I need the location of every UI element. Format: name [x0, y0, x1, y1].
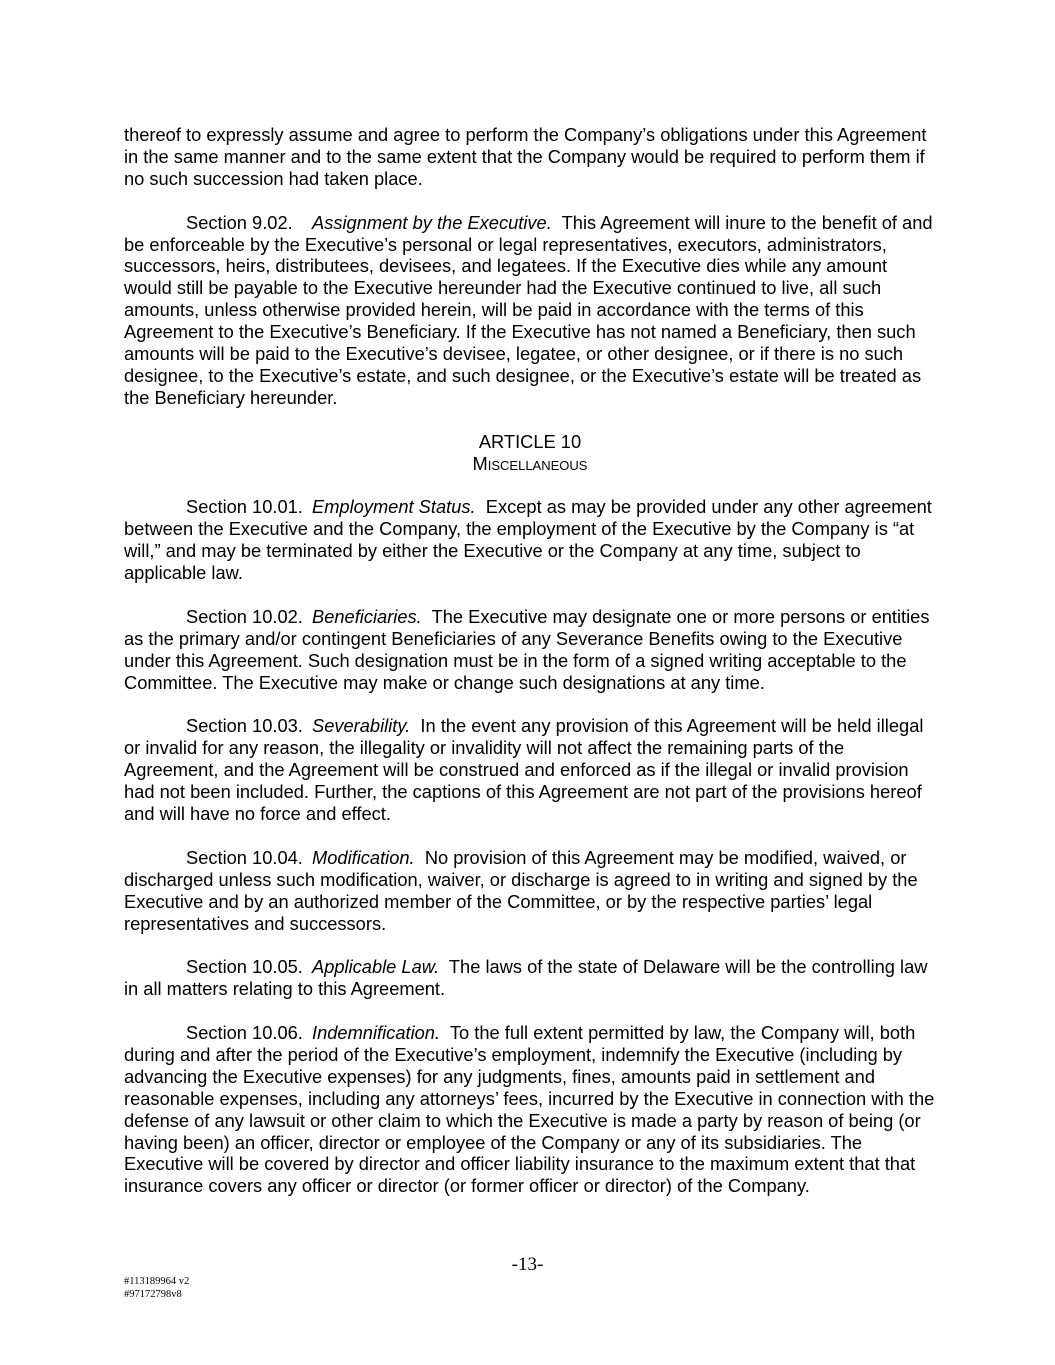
document-id-secondary: #97172798v8 [124, 1289, 182, 1300]
section-number: Section 10.04. [186, 846, 303, 868]
section-title: Beneficiaries. [312, 605, 422, 627]
document-body [124, 124, 936, 1219]
section-title: Applicable Law. [312, 956, 440, 978]
section-title: Employment Status. [312, 496, 476, 518]
section-10-02-paragraph [124, 606, 936, 694]
section-10-04-paragraph [124, 847, 936, 935]
section-10-03-paragraph [124, 715, 936, 825]
section-number: Section 10.03. [186, 715, 303, 737]
section-title: Indemnification. [312, 1022, 441, 1044]
section-title: Modification. [312, 846, 415, 868]
section-body: This Agreement will inure to the benefit of and be enforceable by the Executive’s personal or legal representatives, executors, administrators, successors, heirs, distributees, devisees, and legatees. If the Executive dies while any amount would still be payable to the Executive hereunder had the Executive continued to live, all such amounts, unless otherwise provided herein, will be paid in accordance with the terms of this Agreement to the Executive’s Beneficiary. If the Executive has not named a Beneficiary, then such amounts will be paid to the Executive’s devisee, legatee, or other designee, or if there is no such designee, to the Executive’s estate, and such designee, or the Executive’s estate will be treated as the Beneficiary hereunder. [124, 211, 933, 408]
section-number: Section 10.05. [186, 956, 303, 978]
document-id: #113189964 v2 [124, 1276, 190, 1287]
section-10-05-paragraph [124, 956, 936, 1000]
section-number: Section 10.01. [186, 496, 303, 518]
continuation-paragraph: thereof to expressly assume and agree to perform the Company’s obligations under this Agreement in the same manner and to the same extent that the Company would be required to perform them if no such succession had taken place. [124, 124, 927, 189]
article-subheading: Miscellaneous [472, 452, 588, 474]
section-number: Section 10.02. [186, 605, 303, 627]
section-body: The laws of the state of Delaware will be the controlling law in all matters relating to this Agreement. [124, 956, 928, 1000]
section-title: Assignment by the Executive. [312, 211, 552, 233]
section-body: In the event any provision of this Agreement will be held illegal or invalid for any reason, the illegality or invalidity will not affect the remaining parts of the Agreement, and the Agreement will be construed and enforced as if the illegal or invalid provision had not been included. Further, the captions of this Agreement are not part of the provisions hereof and will have no force and effect. [124, 715, 924, 825]
section-body: The Executive may designate one or more persons or entities as the primary and/or contingent Beneficiaries of any Severance Benefits owing to the Executive under this Agreement. Such designation must be in the form of a signed writing acceptable to the Committee. The Executive may make or change such designations at any time. [124, 605, 930, 693]
section-10-01-paragraph [124, 496, 936, 584]
section-body: To the full extent permitted by law, the Company will, both during and after the period of the Executive’s employment, indemnify the Executive (including by advancing the Executive expenses) for any judgments, fines, amounts paid in settlement and reasonable expenses, including any attorneys’ fees, incurred by the Executive in connection with the defense of any lawsuit or other claim to which the Executive is made a party by reason of being (or having been) an officer, director or employee of the Company or any of its subsidiaries. The Executive will be covered by director and officer liability insurance to the maximum extent that that insurance covers any officer or director (or former officer or director) of the Company. [124, 1022, 935, 1197]
section-body: Except as may be provided under any other agreement between the Executive and the Company, the employment of the Executive by the Company is “at will,” and may be terminated by either the Executive or the Company at any time, subject to applicable law. [124, 496, 932, 584]
section-number: Section 10.06. [186, 1022, 303, 1044]
section-title: Severability. [312, 715, 411, 737]
section-10-06-paragraph [124, 1022, 936, 1197]
section-body: No provision of this Agreement may be modified, waived, or discharged unless such modification, waiver, or discharge is agreed to in writing and signed by the Executive and by an authorized member of the Committee, or by the respective parties’ legal representatives and successors. [124, 846, 918, 934]
article-heading: ARTICLE 10 [478, 430, 582, 452]
page-number: -13- [511, 1254, 544, 1275]
section-number: Section 9.02. [186, 211, 293, 233]
section-9-02-paragraph [124, 212, 936, 409]
